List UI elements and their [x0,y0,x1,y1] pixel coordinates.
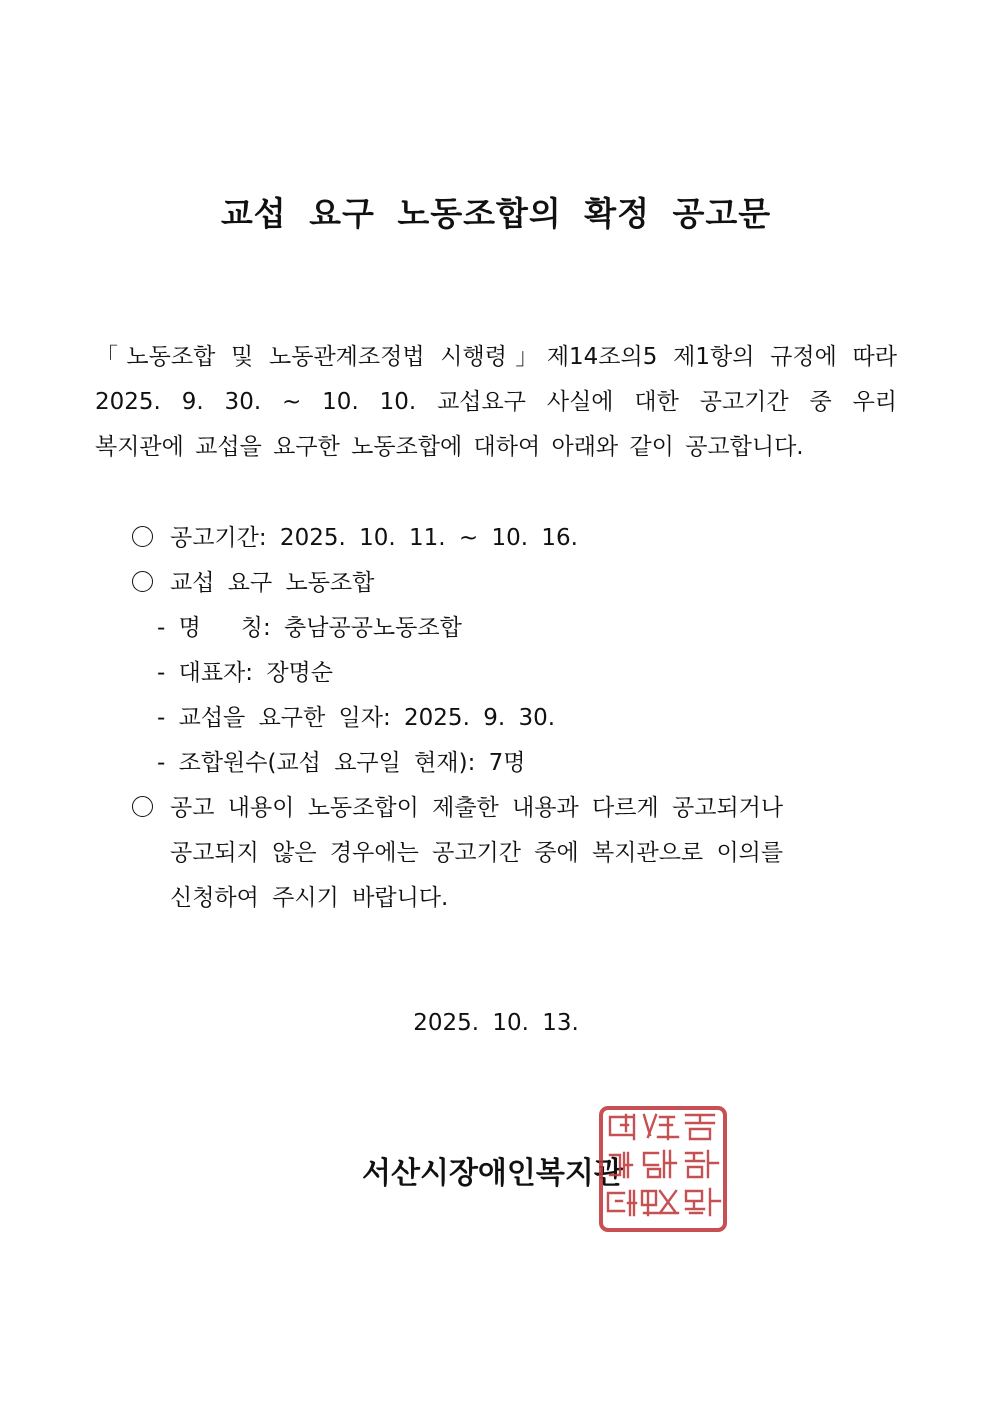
list-item-union [132,561,912,606]
notice-date: 2025. 10. 13. [413,1010,579,1036]
official-seal-icon [598,1105,728,1233]
notice-line: 공고되지 않은 경우에는 공고기간 중에 복지관으로 이의를 [170,840,784,866]
request-date: - 교섭을 요구한 일자: 2025. 9. 30. [157,705,556,731]
request-date-row [132,696,912,741]
representative-row [132,651,912,696]
document-title: 교섭 요구 노동조합의 확정 공고문 [220,194,772,233]
list-item-period [132,516,912,561]
circle-bullet-icon [132,526,153,547]
circle-bullet-icon [132,796,153,817]
union-name: - 명 칭: 충남공공노동조합 [157,615,462,641]
intro-line: 2025. 9. 30. ~ 10. 10. 교섭요구 사실에 대한 공고기간 중 우리 [95,389,897,415]
notice-continuation [132,876,912,921]
notice-items [132,516,912,921]
period-text: 공고기간: 2025. 10. 11. ~ 10. 16. [170,525,578,551]
intro-line: 복지관에 교섭을 요구한 노동조합에 대하여 아래와 같이 공고합니다. [95,434,804,460]
intro-paragraph [95,335,897,470]
representative: - 대표자: 장명순 [157,660,333,686]
organization-name: 서산시장애인복지관 [362,1156,623,1191]
circle-bullet-icon [132,571,153,592]
notice-continuation [132,831,912,876]
union-heading: 교섭 요구 노동조합 [170,570,375,596]
notice-line: 공고 내용이 노동조합이 제출한 내용과 다르게 공고되거나 [170,795,784,821]
member-count: - 조합원수(교섭 요구일 현재): 7명 [157,750,526,776]
union-name-row [132,606,912,651]
members-row [132,741,912,786]
intro-line: 「노동조합 및 노동관계조정법 시행령」제14조의5 제1항의 규정에 따라 [95,344,897,370]
list-item-notice [132,786,912,831]
notice-line: 신청하여 주시기 바랍니다. [170,885,449,911]
